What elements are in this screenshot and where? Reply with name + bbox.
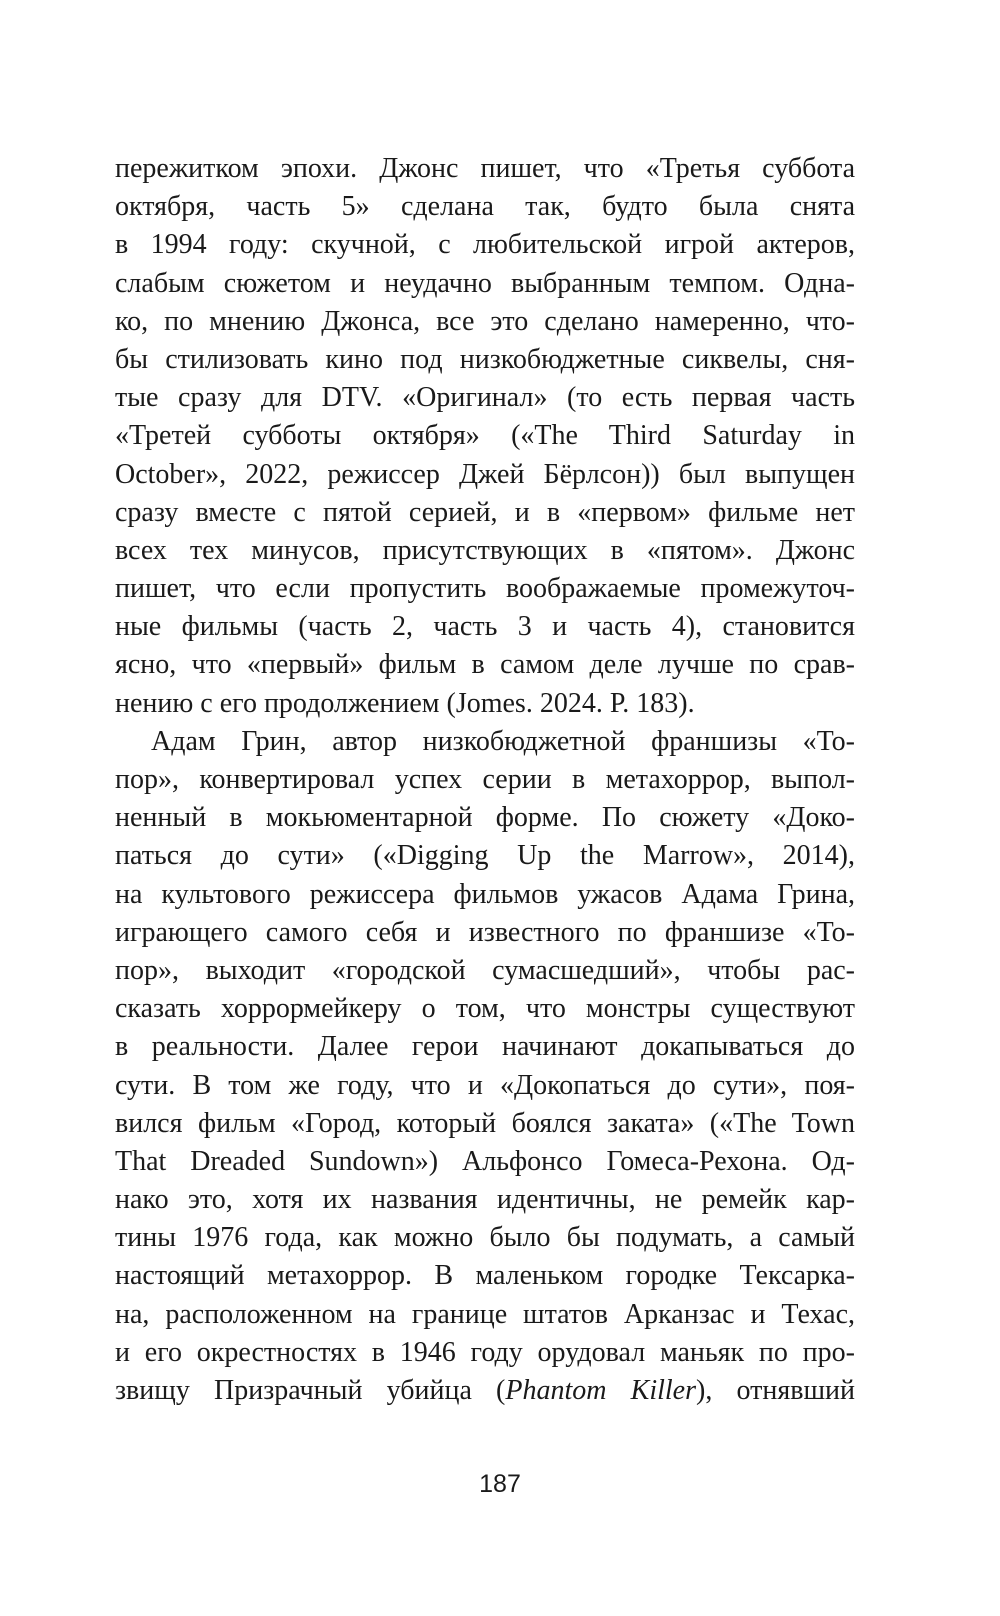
text-line: в 1994 году: скучной, с любительской игрой актеров, xyxy=(115,229,855,261)
text-line: паться до сути» («Digging Up the Marrow», 2014), xyxy=(115,840,855,872)
paragraph-2 xyxy=(115,723,855,1410)
text-line: пережитком эпохи. Джонс пишет, что «Третья суббота xyxy=(115,153,855,184)
text-line: That Dreaded Sundown») Альфонсо Гомеса-Рехона. Од- xyxy=(115,1145,855,1177)
text-fragment: звищу Призрачный убийца ( xyxy=(115,1375,506,1406)
text-line: нению с его продолжением (Jomes. 2024. P. 183). xyxy=(115,687,695,719)
text-line: пор», выходит «городской сумасшедший», чтобы рас- xyxy=(115,954,855,986)
text-fragment: ), отнявший xyxy=(696,1375,855,1406)
text-line: Адам Грин, автор низкобюджетной франшизы «То- xyxy=(151,725,855,757)
text-line: сути. В том же году, что и «Докопаться до сути», поя- xyxy=(115,1069,855,1101)
page-number: 187 xyxy=(479,1470,521,1498)
text-line: настоящий метахоррор. В маленьком городке Тексарка- xyxy=(115,1260,855,1292)
text-line: играющего самого себя и известного по франшизе «То- xyxy=(115,916,855,948)
text-line: сразу вместе с пятой серией, и в «первом» фильме нет xyxy=(115,496,855,528)
text-line: нако это, хотя их названия идентичны, не ремейк кар- xyxy=(115,1184,855,1216)
text-line: бы стилизовать кино под низкобюджетные сиквелы, сня- xyxy=(115,343,855,375)
text-line: и его окрестностях в 1946 году орудовал маньяк по про- xyxy=(115,1336,855,1368)
text-line: пишет, что если пропустить воображаемые промежуточ- xyxy=(115,573,855,605)
text-line: ясно, что «первый» фильм в самом деле лучше по срав- xyxy=(115,649,855,681)
paragraph-1 xyxy=(115,150,855,723)
text-line: тины 1976 года, как можно было бы подумать, а самый xyxy=(115,1222,855,1254)
text-line: слабым сюжетом и неудачно выбранным темпом. Одна- xyxy=(115,267,855,299)
text-line: ненный в мокьюментарной форме. По сюжету «Доко- xyxy=(115,802,855,834)
text-line-last xyxy=(115,1372,855,1410)
text-line: вился фильм «Город, который боялся заката» («The Town xyxy=(115,1107,855,1139)
text-line: в реальности. Далее герои начинают докапываться до xyxy=(115,1031,855,1063)
text-line: ные фильмы (часть 2, часть 3 и часть 4), становится xyxy=(115,611,855,643)
text-line: всех тех минусов, присутствующих в «пятом». Джонс xyxy=(115,534,855,566)
body-text xyxy=(115,150,855,1410)
text-line: сказать хоррормейкеру о том, что монстры существуют xyxy=(115,993,855,1025)
text-line: ко, по мнению Джонса, все это сделано намеренно, что- xyxy=(115,305,855,337)
text-line: тые сразу для DTV. «Оригинал» (то есть первая часть xyxy=(115,382,855,414)
text-line: October», 2022, режиссер Джей Бёрлсон)) был выпущен xyxy=(115,458,855,490)
text-line: на культового режиссера фильмов ужасов Адама Грина, xyxy=(115,878,855,910)
italic-term: Phantom Killer xyxy=(505,1375,697,1406)
text-line: на, расположенном на границе штатов Арканзас и Техас, xyxy=(115,1298,855,1330)
text-line: пор», конвертировал успех серии в метахоррор, выпол- xyxy=(115,764,855,795)
text-line: «Третей субботы октября» («The Third Saturday in xyxy=(115,420,855,452)
text-line: октября, часть 5» сделана так, будто была снята xyxy=(115,191,855,223)
